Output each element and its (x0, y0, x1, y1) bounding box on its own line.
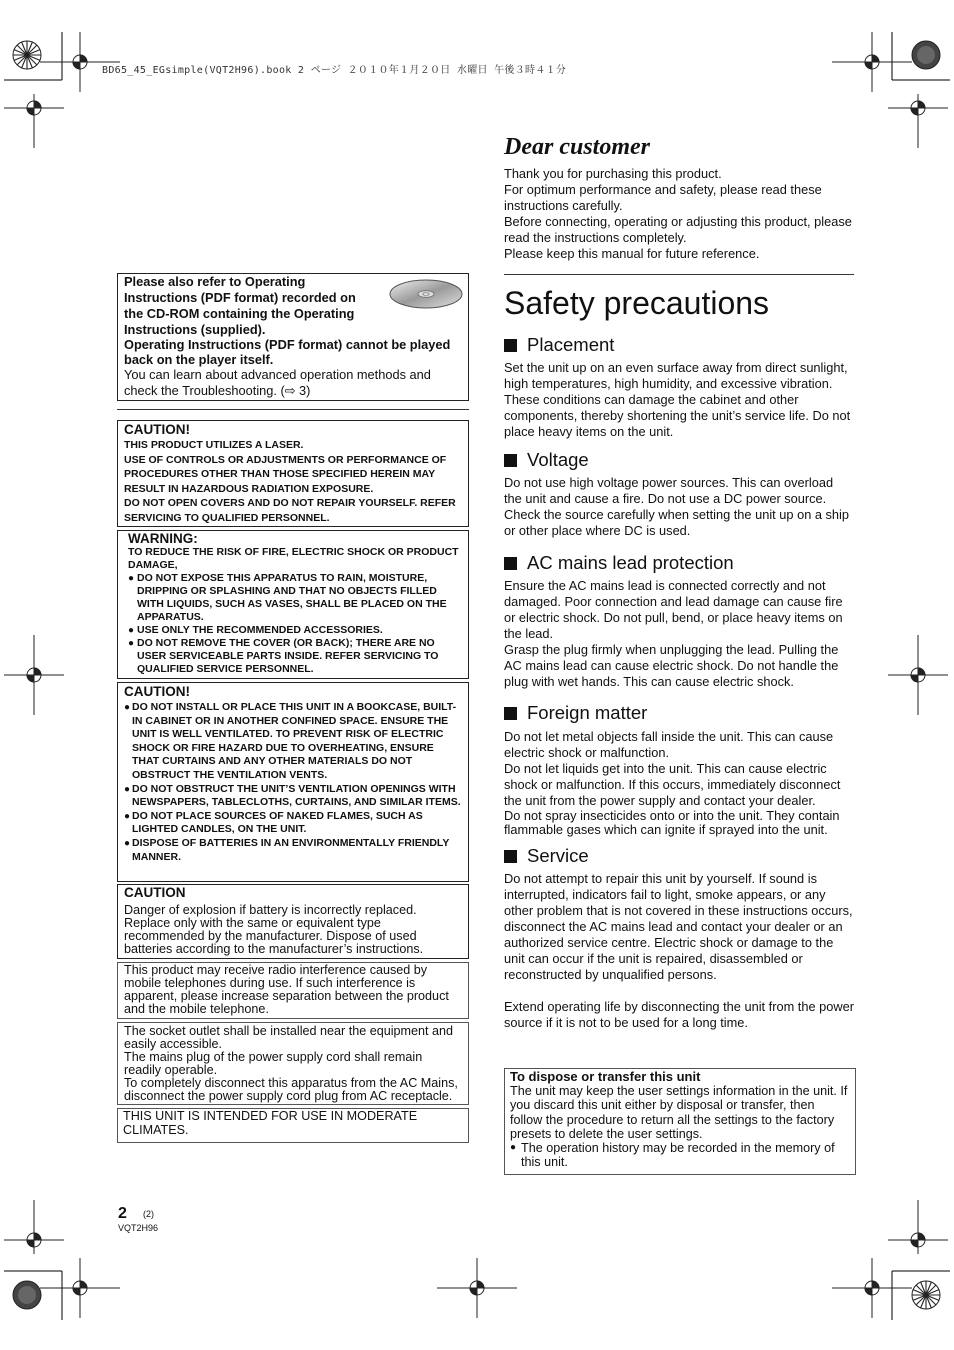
dear-customer-line: Before connecting, operating or adjusting this product, please read the instructions completely. (504, 214, 852, 245)
caution-battery-text: Danger of explosion if battery is incorrectly replaced. Replace only with the same or equivalent type recommended by the manufacturer. Dispose of used batteries according to the manufacturer’s instructions. (124, 903, 424, 956)
registration-mark-icon (888, 1200, 948, 1254)
divider (117, 409, 469, 410)
bullet-text: DO NOT PLACE SOURCES OF NAKED FLAMES, SUCH AS LIGHTED CANDLES, ON THE UNIT. (132, 809, 423, 836)
dispose-bullet (510, 1141, 849, 1170)
paragraph: Do not let liquids get into the unit. This can cause electric shock or malfunction. If this occurs, immediately disconnect the unit from the power supply and contact your dealer. (504, 761, 841, 808)
caution-laser-text (124, 438, 462, 525)
section-heading-ac-mains (504, 552, 734, 574)
square-bullet-icon (504, 339, 517, 352)
bullet-text: DO NOT REMOVE THE COVER (OR BACK); THERE ARE NO USER SERVICEABLE PARTS INSIDE. REFER SERVICING TO QUALIFIED SERVICE PERSONNEL. (137, 637, 439, 675)
dear-customer-line: Please keep this manual for future reference. (504, 246, 760, 261)
text-line: Instructions (PDF format) recorded on (124, 290, 356, 305)
socket-outlet-text (124, 1025, 462, 1102)
section-heading-foreign-matter (504, 702, 647, 724)
paragraph: Grasp the plug firmly when unplugging the lead. Pulling the AC mains lead can cause electric shock. Do not handle the plug with wet hands. This can cause electric shock. (504, 642, 839, 689)
section-heading-label: Placement (527, 334, 615, 355)
registration-mark-icon (40, 1258, 120, 1318)
section-heading-label: Voltage (527, 449, 589, 470)
warning-intro: TO REDUCE THE RISK OF FIRE, ELECTRIC SHOCK OR PRODUCT DAMAGE, (128, 546, 459, 571)
pdf-notice-normal: You can learn about advanced operation methods and check the Troubleshooting. (⇨ 3) (124, 367, 431, 398)
paragraph: The socket outlet shall be installed near the equipment and easily accessible. (124, 1024, 454, 1051)
section-text-foreign-matter (504, 729, 854, 836)
caution-install-box (117, 682, 469, 882)
caution-battery-box (117, 884, 469, 959)
radio-interference-box (117, 962, 469, 1019)
dispose-bullet-text: The operation history may be recorded in the memory of this unit. (521, 1141, 835, 1170)
text-line: Instructions (supplied). (124, 322, 266, 337)
paragraph: Do not let metal objects fall inside the unit. This can cause electric shock or malfunction. (504, 729, 834, 760)
dear-customer-line: Thank you for purchasing this product. (504, 166, 722, 181)
bullet-icon: ● (124, 837, 131, 849)
caution-laser-title: CAUTION! (124, 422, 190, 437)
text-line: USE OF CONTROLS OR ADJUSTMENTS OR PERFORMANCE OF PROCEDURES OTHER THAN THOSE SPECIFIED HEREIN MAY RESULT IN HAZARDOUS RADIATION EXPOSURE. (124, 453, 447, 495)
dear-customer-title: Dear customer (504, 134, 650, 160)
bullet-text: DO NOT OBSTRUCT THE UNIT’S VENTILATION OPENINGS WITH NEWSPAPERS, TABLECLOTHS, CURTAINS, AND SIMILAR ITEMS. (132, 782, 461, 809)
climate-box (117, 1108, 469, 1143)
caution-bullet (124, 701, 462, 783)
bullet-text: DO NOT EXPOSE THIS APPARATUS TO RAIN, MOISTURE, DRIPPING OR SPLASHING AND THAT NO OBJECTS FILLED WITH LIQUIDS, SUCH AS VASES, SHALL BE PLACED ON THE APPARATUS. (137, 572, 447, 623)
caution-install-title: CAUTION! (124, 684, 190, 699)
text-line: the CD-ROM containing the Operating (124, 306, 355, 321)
pdf-notice-bold-2: Operating Instructions (PDF format) cannot be played back on the player itself. (124, 337, 451, 367)
section-text-service: Do not attempt to repair this unit by yourself. If sound is interrupted, indicators fail to light, smoke appears, or any other problem that is not covered in these instructions occurs, disconnect the AC mains lead and contact your dealer or an authorized service centre. Electric shock or damage to the unit can occur if the unit is repaired, disassembled or reconstructed by unqualified persons. (504, 871, 853, 982)
paragraph: The mains plug of the power supply cord shall remain readily operable. (124, 1049, 423, 1077)
registration-mark-icon (888, 94, 948, 148)
section-heading-placement (504, 334, 614, 356)
caution-laser-box (117, 420, 469, 527)
text-line: THIS PRODUCT UTILIZES A LASER. (124, 439, 304, 451)
square-bullet-icon (504, 707, 517, 720)
registration-dark-icon (13, 1281, 41, 1309)
text-line: DO NOT OPEN COVERS AND DO NOT REPAIR YOURSELF. REFER SERVICING TO QUALIFIED PERSONNEL. (124, 497, 456, 524)
section-text-placement: Set the unit up on an even surface away from direct sunlight, high temperatures, high humidity, and excessive vibration. These conditions can damage the cabinet and other components, thereby shortening the unit’s service life. Do not place heavy items on the unit. (504, 360, 851, 439)
square-bullet-icon (504, 557, 517, 570)
radio-interference-text: This product may receive radio interference caused by mobile telephones during use. If such interference is apparent, please increase separation between the product and the mobile telephone. (124, 963, 449, 1016)
caution-bullet (124, 810, 462, 837)
bullet-text: USE ONLY THE RECOMMENDED ACCESSORIES. (137, 624, 383, 636)
pdf-notice-box (117, 273, 469, 401)
section-heading-voltage (504, 449, 589, 471)
dispose-text: The unit may keep the user settings information in the unit. If you discard this unit either by disposal or transfer, then follow the procedure to return all the settings to the factory presets to delete the user settings. (510, 1084, 848, 1141)
bullet-icon: ● (124, 702, 131, 713)
dispose-title: To dispose or transfer this unit (510, 1069, 701, 1084)
registration-mark-icon (4, 1200, 64, 1254)
registration-mark-icon (437, 1258, 517, 1318)
bullet-icon: ● (128, 625, 135, 636)
section-text-voltage: Do not use high voltage power sources. This can overload the unit and cause a fire. Do not use a DC power source. Check the source carefully when setting the unit up on a ship or other place where DC is used. (504, 475, 850, 538)
model-code: VQT2H96 (118, 1223, 159, 1233)
page-number: 2 (118, 1205, 127, 1222)
file-header-line: BD65_45_EGsimple(VQT2H96).book 2 ページ ２０１０年１月２０日 水曜日 午後３時４１分 (102, 65, 567, 76)
warning-box (117, 530, 469, 679)
registration-starburst-icon (13, 41, 41, 69)
registration-mark-icon (832, 1258, 912, 1318)
climate-text: THIS UNIT IS INTENDED FOR USE IN MODERATE CLIMATES. (123, 1109, 418, 1137)
registration-mark-icon (888, 635, 948, 715)
extend-life-note: Extend operating life by disconnecting the unit from the power source if it is not to be used for a long time. (504, 999, 854, 1030)
socket-outlet-box (117, 1022, 469, 1105)
section-heading-label: AC mains lead protection (527, 552, 734, 573)
section-heading-label: Service (527, 845, 589, 866)
caution-bullet (124, 783, 462, 810)
text-line: Please also refer to Operating (124, 274, 306, 289)
paragraph: To completely disconnect this apparatus from the AC Mains, disconnect the power supply cord plug from AC receptacle. (124, 1075, 458, 1103)
registration-mark-icon (4, 94, 64, 148)
warning-bullet (128, 624, 460, 637)
registration-mark-icon (832, 32, 912, 92)
bullet-text: DISPOSE OF BATTERIES IN AN ENVIRONMENTALLY FRIENDLY MANNER. (132, 836, 450, 863)
divider (504, 274, 854, 275)
caution-bullet (124, 837, 462, 864)
section-heading-label: Foreign matter (527, 702, 648, 723)
safety-title: Safety precautions (504, 285, 770, 321)
caution-battery-title: CAUTION (124, 885, 186, 900)
warning-bullet (128, 637, 460, 676)
bullet-icon: ● (510, 1142, 517, 1154)
warning-title: WARNING: (128, 531, 198, 546)
bullet-icon: ● (128, 638, 135, 649)
registration-starburst-icon (912, 1281, 940, 1309)
cd-rom-disc-icon (388, 278, 464, 310)
warning-bullet (128, 572, 460, 624)
paragraph: Do not spray insecticides onto or into the unit. They contain flammable gases which can ignite if sprayed into the unit. (504, 808, 840, 837)
dear-customer-body (504, 166, 854, 262)
bullet-icon: ● (124, 783, 131, 795)
page-number-paren: (2) (143, 1209, 154, 1219)
registration-mark-icon (4, 635, 64, 715)
bullet-icon: ● (128, 573, 135, 584)
square-bullet-icon (504, 850, 517, 863)
dispose-box (504, 1068, 856, 1175)
section-text-ac-mains (504, 578, 854, 690)
registration-dark-icon (912, 41, 940, 69)
dear-customer-line: For optimum performance and safety, please read these instructions carefully. (504, 182, 822, 213)
section-heading-service (504, 845, 589, 867)
square-bullet-icon (504, 454, 517, 467)
bullet-text: DO NOT INSTALL OR PLACE THIS UNIT IN A BOOKCASE, BUILT-IN CABINET OR IN ANOTHER CONFINED SPACE. ENSURE THE UNIT IS WELL VENTILATED. TO PREVENT RISK OF ELECTRIC SHOCK OR FIRE HAZARD DUE TO OVERHEATING, ENSURE THAT CURTAINS AND ANY OTHER MATERIALS DO NOT OBSTRUCT THE VENTILATION VENTS. (132, 701, 457, 781)
paragraph: Ensure the AC mains lead is connected correctly and not damaged. Poor connection and lead damage can cause fire or electric shock. Do not pull, bend, or place heavy items on the lead. (504, 578, 843, 641)
bullet-icon: ● (124, 810, 131, 822)
